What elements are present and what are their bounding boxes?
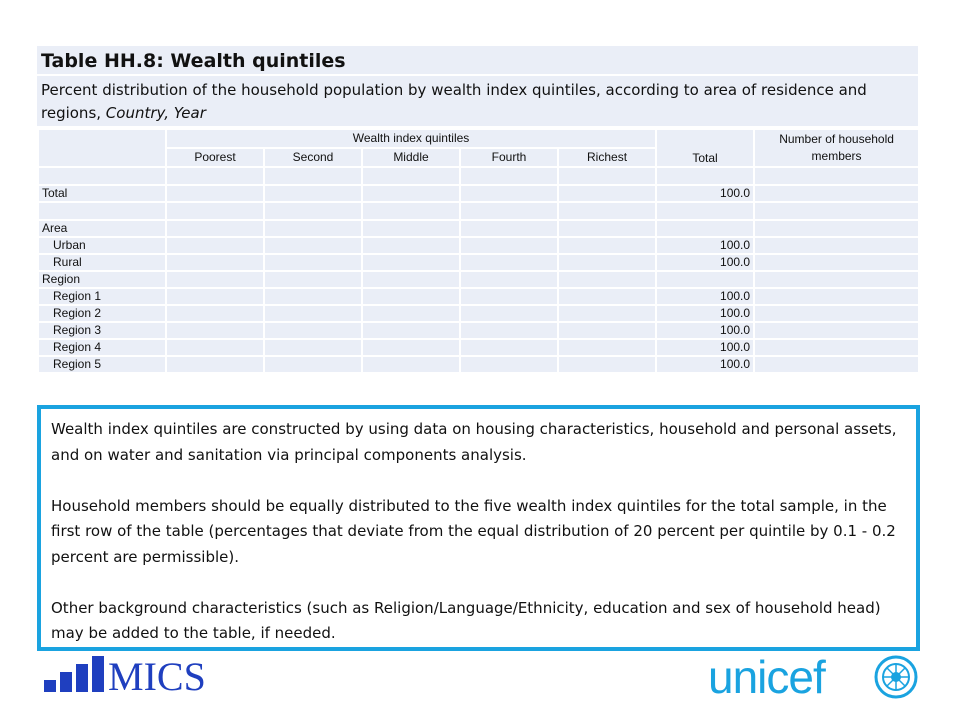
table-title: Table HH.8: Wealth quintiles: [37, 46, 918, 76]
table-caption: [37, 76, 918, 128]
header-row-1: [38, 129, 919, 148]
table-row-area: [38, 220, 919, 237]
mics-wordmark: MICS: [108, 656, 206, 696]
header-richest: Richest: [558, 148, 656, 167]
unicef-logo: [708, 651, 918, 703]
row-label: Total: [38, 185, 166, 202]
row-total-value: 100.0: [656, 288, 754, 305]
row-label: Region 3: [38, 322, 166, 339]
table-row-region-3: [38, 322, 919, 339]
mics-logo: [44, 656, 234, 696]
header-fourth: Fourth: [460, 148, 558, 167]
row-label: Region 5: [38, 356, 166, 373]
unicef-wordmark: unicef: [708, 651, 825, 703]
row-label: Area: [38, 220, 166, 237]
header-blank: [38, 129, 166, 167]
row-label: Urban: [38, 237, 166, 254]
table-row-region-4: [38, 339, 919, 356]
header-total: Total: [656, 129, 754, 167]
row-total-value: 100.0: [656, 305, 754, 322]
row-total-value: 100.0: [656, 185, 754, 202]
header-members: Number of household members: [754, 129, 919, 167]
note-paragraph-3: Other background characteristics (such as Religion/Language/Ethnicity, education and sex of household head) may be added to the table, if needed.: [51, 598, 881, 642]
mics-bar-icon-1: [44, 680, 56, 692]
table-row-spacer: [38, 167, 919, 185]
unicef-emblem-icon: [874, 655, 918, 699]
caption-country-year: Country, Year: [105, 104, 206, 122]
header-second: Second: [264, 148, 362, 167]
header-wealth-group: Wealth index quintiles: [166, 129, 656, 148]
row-total-value: 100.0: [656, 339, 754, 356]
wealth-quintiles-table: [37, 46, 918, 374]
table-row-region-5: [38, 356, 919, 373]
row-total-value: 100.0: [656, 237, 754, 254]
note-paragraph-1: Wealth index quintiles are constructed by using data on housing characteristics, household and personal assets, and on water and sanitation via principal components analysis.: [51, 420, 897, 464]
table-row-region-1: [38, 288, 919, 305]
note-box: [37, 405, 920, 651]
table-row-region: [38, 271, 919, 288]
caption-text: Percent distribution of the household population by wealth index quintiles, according to area of residence and regions,: [41, 81, 867, 122]
header-poorest: Poorest: [166, 148, 264, 167]
header-middle: Middle: [362, 148, 460, 167]
row-total-value: 100.0: [656, 254, 754, 271]
note-paragraph-2: Household members should be equally distributed to the five wealth index quintiles for the total sample, in the first row of the table (percentages that deviate from the equal distribution of 20 percent per quintile by 0.1 - 0.2 percent are permissible).: [51, 496, 896, 566]
table-row-region-2: [38, 305, 919, 322]
row-label: Rural: [38, 254, 166, 271]
table-grid: [37, 128, 920, 374]
mics-bar-icon-2: [60, 672, 72, 692]
row-label: Region 1: [38, 288, 166, 305]
row-label: Region 4: [38, 339, 166, 356]
table-row-spacer: [38, 202, 919, 220]
row-label: Region 2: [38, 305, 166, 322]
row-total-value: 100.0: [656, 322, 754, 339]
row-label: Region: [38, 271, 166, 288]
mics-bar-icon-3: [76, 664, 88, 692]
table-row-rural: [38, 254, 919, 271]
table-row-total: [38, 185, 919, 202]
mics-bar-icon-4: [92, 656, 104, 692]
row-total-value: 100.0: [656, 356, 754, 373]
table-row-urban: [38, 237, 919, 254]
